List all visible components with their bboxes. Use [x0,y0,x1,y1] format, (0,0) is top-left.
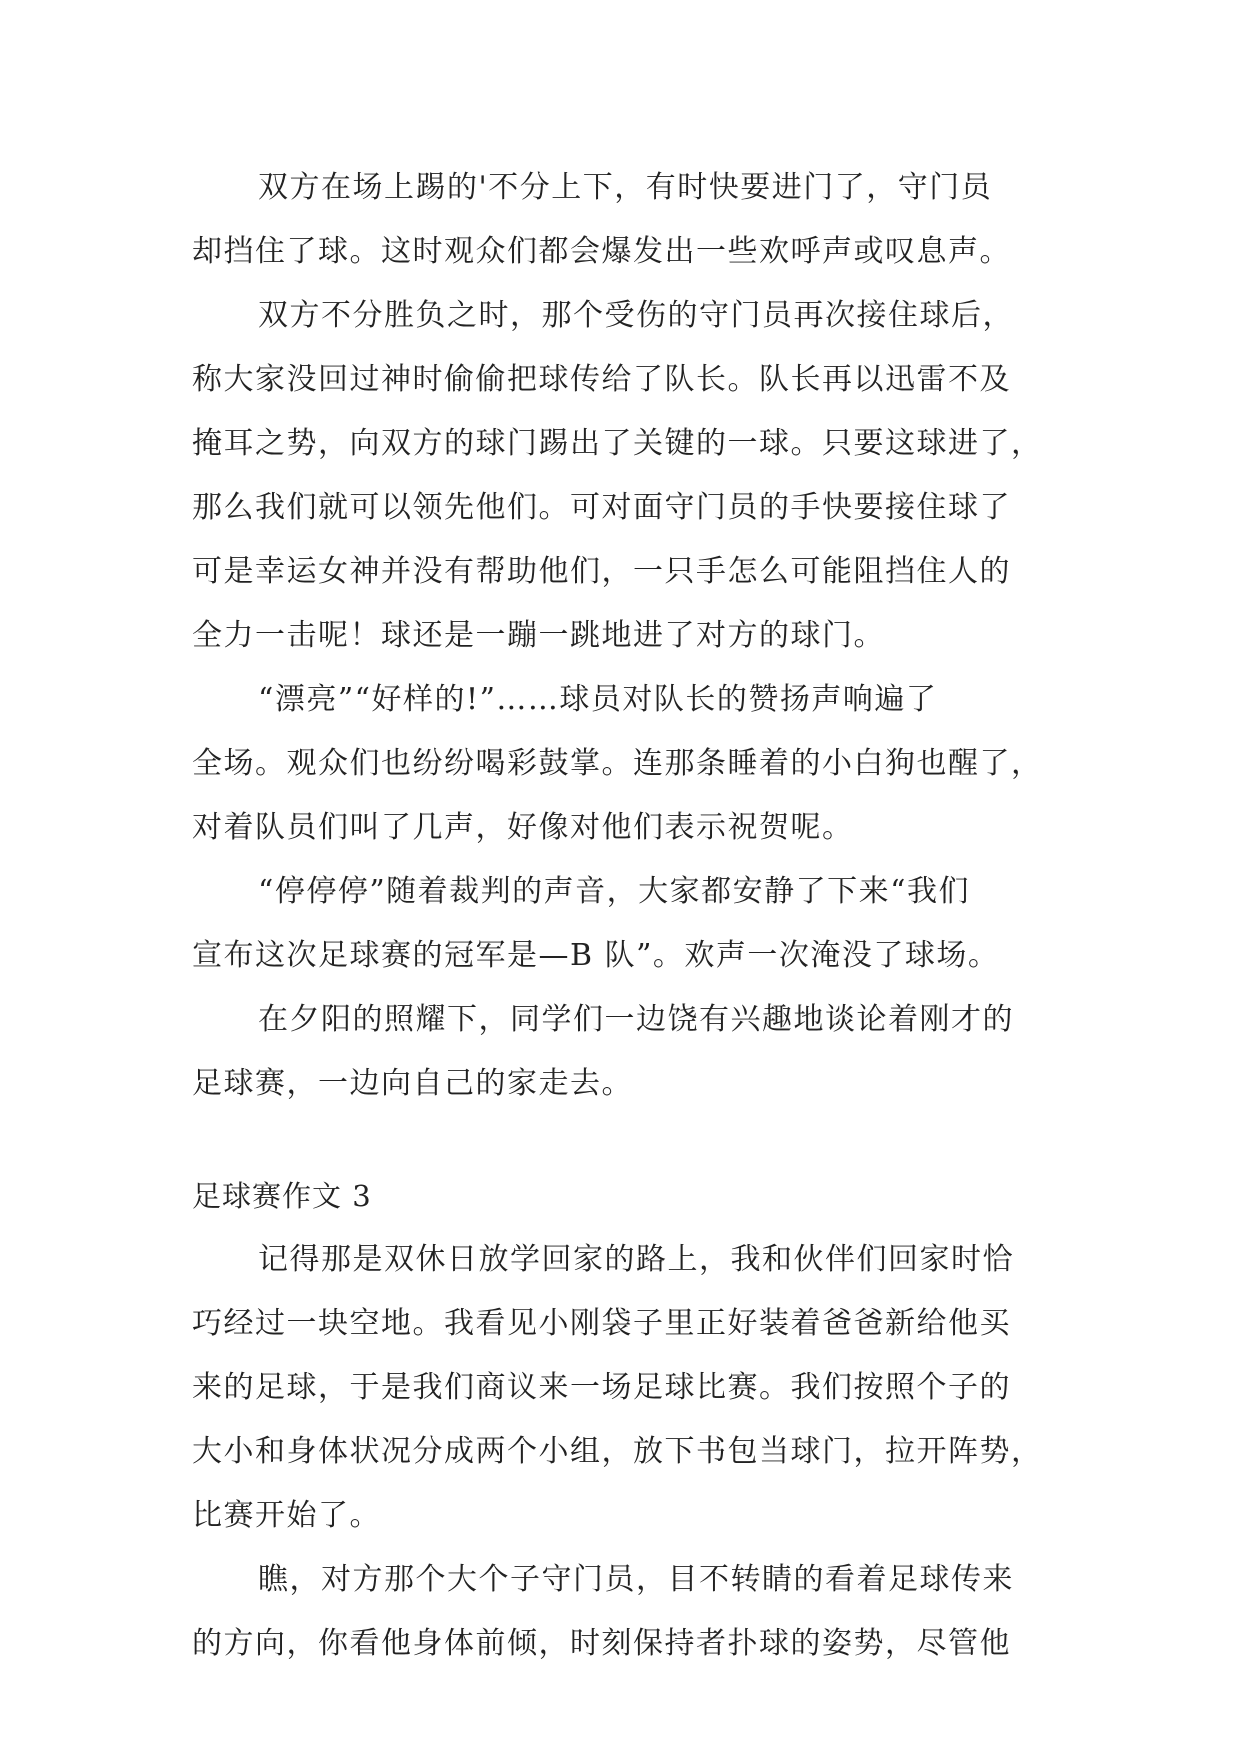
paragraph-line: 在夕阳的照耀下，同学们一边饶有兴趣地谈论着刚才的 [258,1002,1014,1037]
paragraph-line: 掩耳之势，向双方的球门踢出了关键的一球。只要这球进了， [192,426,1043,461]
paragraph-line: 大小和身体状况分成两个小组，放下书包当球门，拉开阵势， [192,1434,1043,1469]
paragraph-line: 来的足球，于是我们商议来一场足球比赛。我们按照个子的 [192,1370,1011,1405]
paragraph-line: 对着队员们叫了几声，好像对他们表示祝贺呢。 [192,810,854,845]
section-title: 足球赛作文 3 [192,1179,372,1213]
paragraph-line: 足球赛，一边向自己的家走去。 [192,1066,633,1101]
paragraph-line: 记得那是双休日放学回家的路上，我和伙伴们回家时恰 [258,1242,1014,1277]
paragraph-line: 宣布这次足球赛的冠军是—B 队”。欢声一次淹没了球场。 [192,938,1000,973]
paragraph-line: 全力一击呢！球还是一蹦一跳地进了对方的球门。 [192,618,885,653]
paragraph-line: 称大家没回过神时偷偷把球传给了队长。队长再以迅雷不及 [192,362,1011,397]
paragraph-line: 那么我们就可以领先他们。可对面守门员的手快要接住球了 [192,490,1011,525]
paragraph-line: 巧经过一块空地。我看见小刚袋子里正好装着爸爸新给他买 [192,1306,1011,1341]
paragraph-line: “漂亮”“好样的!”……球员对队长的赞扬声响遍了 [258,682,938,717]
paragraph-line: 全场。观众们也纷纷喝彩鼓掌。连那条睡着的小白狗也醒了， [192,746,1043,781]
paragraph-line: 瞧，对方那个大个子守门员，目不转睛的看着足球传来 [258,1562,1014,1597]
paragraph-line: 比赛开始了。 [192,1498,381,1533]
paragraph-line: 可是幸运女神并没有帮助他们，一只手怎么可能阻挡住人的 [192,554,1011,589]
paragraph-line: 的方向，你看他身体前倾，时刻保持者扑球的姿势，尽管他 [192,1626,1011,1661]
paragraph-line: “停停停”随着裁判的声音，大家都安静了下来“我们 [258,874,971,909]
paragraph-line: 双方在场上踢的'不分上下，有时快要进门了，守门员 [258,170,993,205]
paragraph-line: 双方不分胜负之时，那个受伤的守门员再次接住球后， [258,298,1014,333]
paragraph-line: 却挡住了球。这时观众们都会爆发出一些欢呼声或叹息声。 [192,234,1011,269]
